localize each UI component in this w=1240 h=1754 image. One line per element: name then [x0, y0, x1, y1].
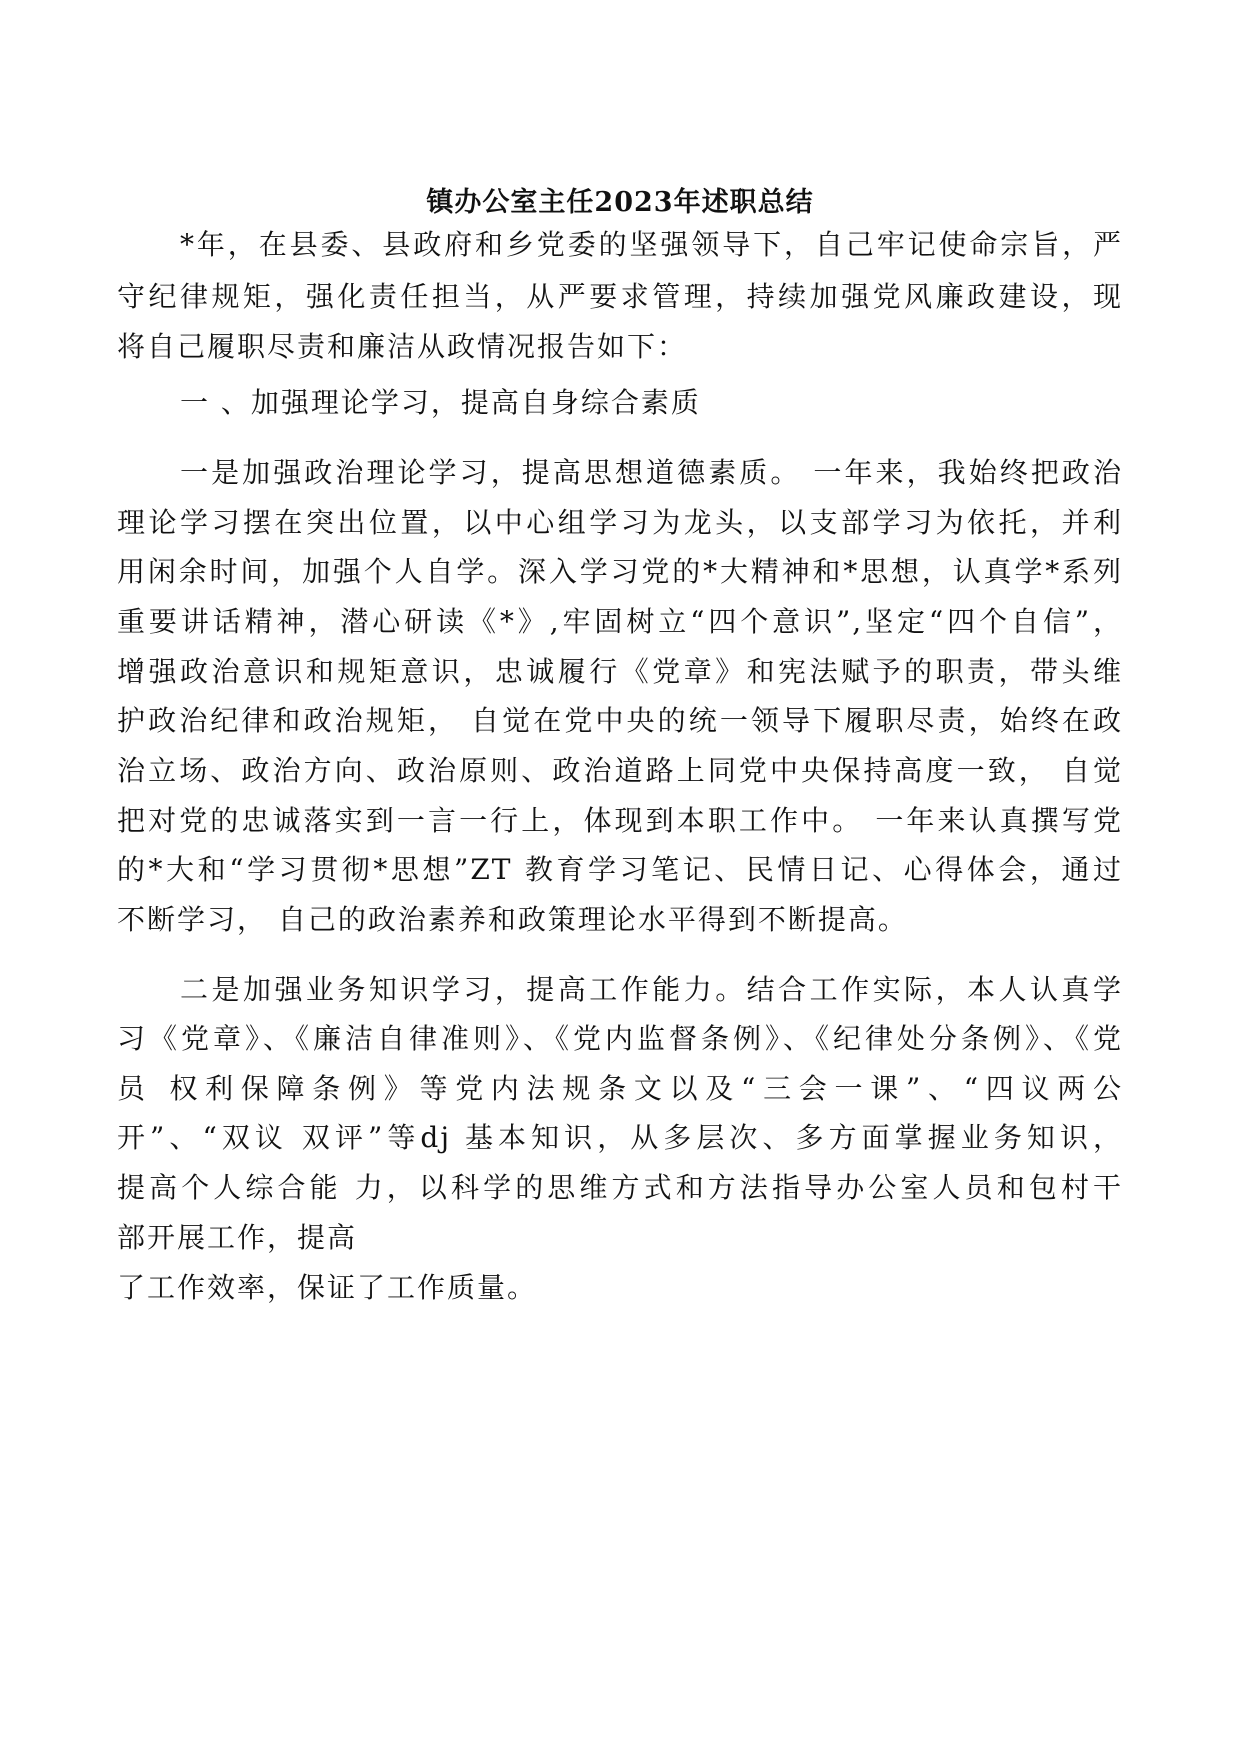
paragraph-line: *年，在县委、县政府和乡党委的坚强领导下，自己牢记使命宗旨，严	[180, 228, 1123, 261]
paragraph-line: 了工作效率，保证了工作质量。	[117, 1271, 538, 1304]
paragraph-line: 将自己履职尽责和廉洁从政情况报告如下：	[117, 330, 688, 363]
paragraph-line: 理论学习摆在突出位置，以中心组学习为龙头，以支部学习为依托，并利	[117, 506, 1123, 539]
paragraph-line: 的*大和“学习贯彻*思想”ZT 教育学习笔记、民情日记、心得体会，通过	[117, 853, 1123, 886]
paragraph-line: 治立场、政治方向、政治原则、政治道路上同党中央保持高度一致， 自觉	[117, 754, 1123, 787]
paragraph-line: 用闲余时间，加强个人自学。深入学习党的*大精神和*思想，认真学*系列	[117, 555, 1123, 588]
paragraph-line: 二是加强业务知识学习，提高工作能力。结合工作实际，本人认真学	[180, 973, 1123, 1006]
paragraph-line: 增强政治意识和规矩意识，忠诚履行《党章》和宪法赋予的职责，带头维	[117, 655, 1123, 688]
paragraph-line: 部开展工作，提高	[117, 1221, 358, 1254]
paragraph-line: 护政治纪律和政治规矩， 自觉在党中央的统一领导下履职尽责，始终在政	[117, 704, 1123, 737]
paragraph-line: 一是加强政治理论学习，提高思想道德素质。 一年来，我始终把政治	[180, 456, 1123, 489]
paragraph-line: 员 权利保障条例》等党内法规条文以及“三会一课”、“四议两公	[117, 1072, 1123, 1105]
paragraph-line: 不断学习， 自己的政治素养和政策理论水平得到不断提高。	[117, 903, 908, 936]
paragraph-line: 提高个人综合能 力，以科学的思维方式和方法指导办公室人员和包村干	[117, 1171, 1123, 1204]
paragraph-line: 习《党章》、《廉洁自律准则》、《党内监督条例》、《纪律处分条例》、《党	[117, 1022, 1123, 1055]
paragraph-line: 重要讲话精神，潜心研读《*》,牢固树立“四个意识”,坚定“四个自信”，	[117, 605, 1123, 638]
paragraph-line: 守纪律规矩，强化责任担当，从严要求管理，持续加强党风廉政建设，现	[117, 280, 1123, 313]
section-heading: 一 、加强理论学习，提高自身综合素质	[180, 386, 701, 419]
document-title: 镇办公室主任2023年述职总结	[426, 187, 814, 218]
paragraph-line: 把对党的忠诚落实到一言一行上，体现到本职工作中。 一年来认真撰写党	[117, 804, 1123, 837]
paragraph-line: 开”、“双议 双评”等dj 基本知识，从多层次、多方面掌握业务知识，	[117, 1121, 1123, 1154]
